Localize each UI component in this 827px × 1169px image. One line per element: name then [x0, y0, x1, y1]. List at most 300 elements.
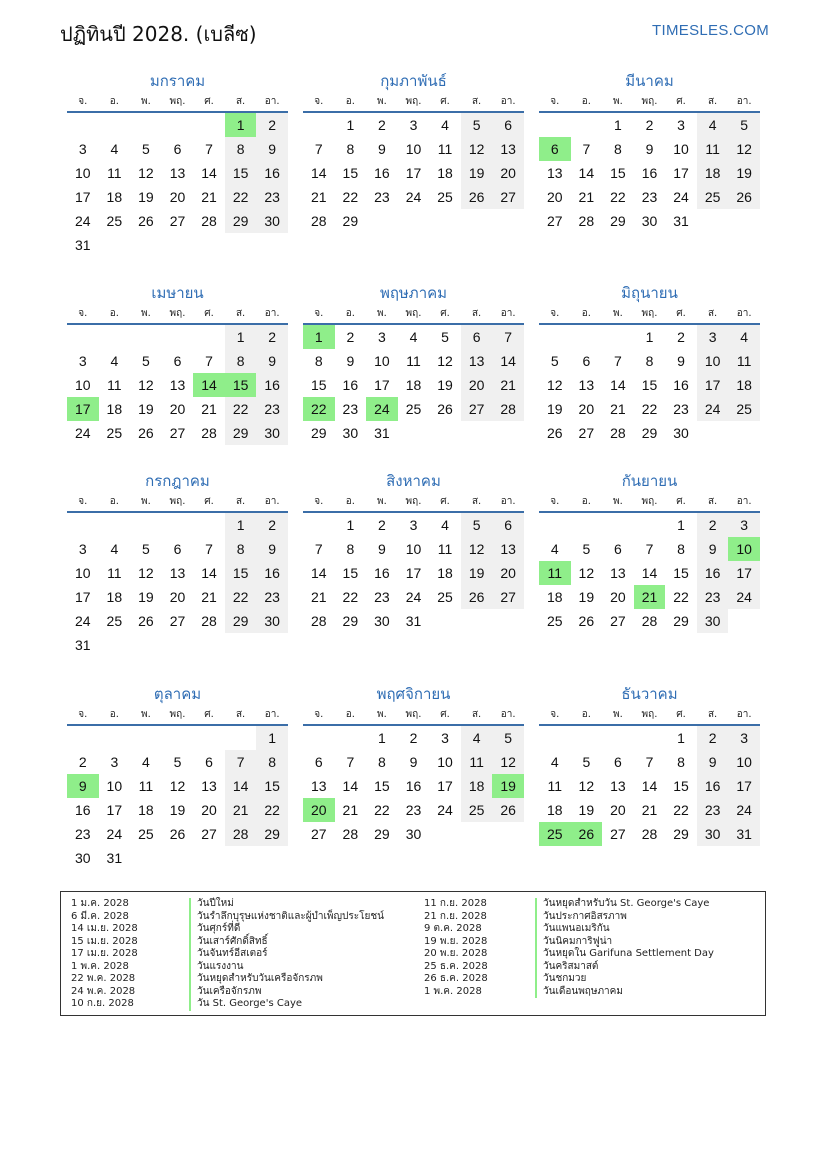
day-cell: 21 — [610, 401, 626, 417]
legend-date: 10 ก.ย. 2028 — [71, 998, 134, 1009]
weekday-label: พฤ. — [405, 709, 422, 720]
day-cell: 5 — [492, 726, 524, 750]
day-cell: 14 — [201, 565, 217, 581]
weekday-label: ศ. — [204, 96, 214, 107]
day-cell: 9 — [256, 137, 288, 161]
legend-holiday-name: วันรำลึกบุรุษแห่งชาติและผู้บำเพ็ญประโยชน์ — [189, 911, 384, 924]
day-cell: 6 — [173, 353, 182, 369]
day-cell: 14 — [641, 565, 658, 581]
day-cell: 13 — [492, 537, 524, 561]
weekday-header — [67, 492, 288, 513]
weekday-header — [539, 92, 760, 113]
legend-holiday-name: วันนิคมการิฟูน่า — [535, 936, 714, 949]
day-cell: 28 — [610, 425, 626, 441]
day-cell: 29 — [342, 213, 359, 229]
day-cell: 11 — [138, 778, 154, 794]
weekday-label: ส. — [235, 308, 246, 319]
day-cell: 3 — [728, 726, 760, 750]
weekday-label: ส. — [471, 96, 482, 107]
day-cell: 12 — [728, 137, 760, 161]
day-cell: 20 — [492, 561, 524, 585]
weekday-label: พฤ. — [641, 308, 658, 319]
day-cell: 7 — [614, 353, 622, 369]
day-cell: 29 — [374, 826, 390, 842]
site-link[interactable]: TIMESLES.COM — [652, 22, 769, 39]
legend-names-left — [189, 898, 384, 1011]
day-cell: 12 — [138, 165, 154, 181]
day-cell: 3 — [110, 754, 119, 770]
day-cell: 17 — [728, 774, 760, 798]
weekday-label: จ. — [78, 709, 88, 720]
month-name: พฤศจิกายน — [376, 685, 451, 703]
day-cell: 31 — [74, 637, 91, 653]
weekday-label: พฤ. — [169, 496, 186, 507]
weekday-label: พ. — [613, 308, 623, 319]
legend-holiday-name: วันปีใหม่ — [189, 898, 384, 911]
day-cell: 15 — [342, 565, 359, 581]
day-cell: 25 — [106, 613, 123, 629]
holiday-day-cell: 1 — [303, 325, 335, 349]
holiday-day-cell: 21 — [634, 585, 666, 609]
day-cell: 22 — [225, 397, 257, 421]
day-cell: 2 — [677, 329, 685, 345]
legend-names-right — [535, 898, 714, 998]
day-cell: 12 — [546, 377, 563, 393]
day-cell: 20 — [169, 401, 186, 417]
day-cell: 3 — [697, 325, 729, 349]
day-cell: 6 — [173, 141, 182, 157]
day-cell: 28 — [492, 397, 524, 421]
day-cell: 26 — [169, 826, 186, 842]
legend-date: 22 พ.ค. 2028 — [71, 973, 136, 984]
day-cell: 11 — [437, 141, 453, 157]
day-cell: 21 — [201, 401, 217, 417]
day-cell: 31 — [673, 213, 689, 229]
day-cell: 1 — [225, 513, 257, 537]
day-cell: 3 — [78, 541, 87, 557]
day-cell: 23 — [342, 401, 359, 417]
weekday-label: ส. — [235, 96, 246, 107]
day-cell: 1 — [614, 117, 622, 133]
day-cell: 6 — [492, 513, 524, 537]
weekday-label: อ. — [345, 496, 355, 507]
days-grid — [67, 325, 288, 469]
weekday-header — [303, 705, 524, 726]
day-cell: 3 — [78, 141, 87, 157]
day-cell: 8 — [378, 754, 386, 770]
legend-date: 20 พ.ย. 2028 — [424, 948, 488, 959]
day-cell: 2 — [346, 329, 355, 345]
day-cell: 4 — [441, 117, 449, 133]
day-cell: 6 — [582, 353, 591, 369]
days-grid — [67, 726, 288, 870]
legend-date: 24 พ.ค. 2028 — [71, 985, 136, 997]
day-cell: 8 — [677, 754, 685, 770]
day-cell: 19 — [578, 802, 595, 818]
day-cell: 21 — [342, 802, 359, 818]
weekday-label: ส. — [471, 709, 482, 720]
day-cell: 4 — [697, 113, 729, 137]
day-cell: 20 — [546, 189, 563, 205]
weekday-header — [67, 92, 288, 113]
day-cell: 8 — [225, 349, 257, 373]
weekday-label: อ. — [345, 96, 355, 107]
weekday-label: จ. — [550, 308, 560, 319]
day-cell: 23 — [74, 826, 91, 842]
day-cell: 15 — [641, 377, 658, 393]
day-cell: 11 — [728, 349, 760, 373]
day-cell: 8 — [225, 537, 257, 561]
day-cell: 30 — [74, 850, 91, 866]
day-cell: 22 — [641, 401, 658, 417]
day-cell: 31 — [74, 237, 91, 253]
day-cell: 25 — [106, 213, 123, 229]
days-grid — [67, 113, 288, 257]
month-block — [303, 70, 524, 257]
weekday-label: จ. — [314, 709, 324, 720]
day-cell: 14 — [310, 565, 327, 581]
weekday-header — [67, 705, 288, 726]
day-cell: 11 — [461, 750, 493, 774]
weekday-label: พฤ. — [641, 709, 658, 720]
day-cell: 5 — [550, 353, 559, 369]
day-cell: 4 — [110, 353, 119, 369]
day-cell: 7 — [314, 541, 323, 557]
legend-holiday-name: วันชกมวย — [535, 973, 714, 986]
day-cell: 31 — [374, 425, 390, 441]
day-cell: 22 — [673, 802, 689, 818]
day-cell: 24 — [74, 613, 91, 629]
day-cell: 16 — [342, 377, 359, 393]
day-cell: 24 — [74, 425, 91, 441]
day-cell: 13 — [578, 377, 595, 393]
month-block — [539, 70, 760, 257]
weekday-label: พฤ. — [169, 308, 186, 319]
day-cell: 24 — [437, 802, 453, 818]
legend-date: 14 เม.ย. 2028 — [71, 923, 138, 934]
day-cell: 11 — [107, 565, 122, 581]
day-cell: 26 — [138, 213, 154, 229]
day-cell: 17 — [74, 589, 91, 605]
day-cell: 18 — [437, 165, 453, 181]
holiday-day-cell: 26 — [571, 822, 603, 846]
day-cell: 18 — [106, 189, 123, 205]
day-cell: 13 — [492, 137, 524, 161]
day-cell: 20 — [578, 401, 595, 417]
weekday-label: อา. — [500, 308, 516, 319]
legend-holiday-name: วันหยุดสำหรับวันเครือจักรภพ — [189, 973, 384, 986]
day-cell: 27 — [169, 213, 186, 229]
legend-date: 1 ม.ค. 2028 — [71, 898, 129, 909]
day-cell: 21 — [225, 798, 257, 822]
day-cell: 8 — [677, 541, 685, 557]
holiday-day-cell: 22 — [303, 397, 335, 421]
holiday-legend — [60, 891, 766, 1016]
day-cell: 2 — [378, 517, 386, 533]
days-grid — [539, 325, 760, 469]
day-cell: 20 — [169, 189, 186, 205]
day-cell: 1 — [677, 730, 685, 746]
day-cell: 5 — [142, 141, 150, 157]
day-cell: 23 — [374, 589, 390, 605]
day-cell: 23 — [697, 798, 729, 822]
day-cell: 5 — [728, 113, 760, 137]
day-cell: 11 — [547, 778, 563, 794]
day-cell: 8 — [346, 141, 355, 157]
days-grid — [539, 726, 760, 870]
day-cell: 6 — [614, 541, 622, 557]
weekday-label: พ. — [377, 96, 387, 107]
day-cell: 24 — [673, 189, 689, 205]
day-cell: 8 — [645, 353, 654, 369]
day-cell: 20 — [610, 589, 626, 605]
day-cell: 25 — [437, 589, 453, 605]
weekday-label: ส. — [707, 308, 718, 319]
day-cell: 18 — [728, 373, 760, 397]
day-cell: 19 — [546, 401, 563, 417]
month-block — [303, 470, 524, 657]
day-cell: 17 — [374, 377, 390, 393]
day-cell: 3 — [78, 353, 87, 369]
day-cell: 24 — [728, 798, 760, 822]
day-cell: 15 — [225, 561, 257, 585]
day-cell: 16 — [256, 161, 288, 185]
legend-holiday-name: วันเครือจักรภพ — [189, 986, 384, 999]
day-cell: 14 — [342, 778, 359, 794]
day-cell: 16 — [256, 561, 288, 585]
month-name: ธันวาคม — [621, 685, 678, 703]
day-cell: 14 — [201, 165, 217, 181]
day-cell: 27 — [461, 397, 493, 421]
weekday-label: จ. — [78, 96, 88, 107]
weekday-label: อ. — [581, 96, 591, 107]
day-cell: 13 — [169, 565, 186, 581]
day-cell: 9 — [256, 349, 288, 373]
day-cell: 8 — [225, 137, 257, 161]
day-cell: 20 — [201, 802, 217, 818]
day-cell: 23 — [641, 189, 658, 205]
day-cell: 21 — [310, 589, 327, 605]
day-cell: 10 — [728, 750, 760, 774]
day-cell: 30 — [256, 209, 288, 233]
weekday-label: อ. — [109, 96, 119, 107]
day-cell: 31 — [106, 850, 123, 866]
day-cell: 2 — [697, 726, 729, 750]
day-cell: 14 — [578, 165, 595, 181]
month-name: พฤษภาคม — [379, 284, 448, 302]
day-cell: 26 — [578, 613, 595, 629]
day-cell: 4 — [441, 517, 449, 533]
day-cell: 15 — [342, 165, 359, 181]
weekday-header — [303, 492, 524, 513]
weekday-label: พ. — [141, 308, 151, 319]
legend-holiday-name: วัน St. George's Caye — [189, 998, 384, 1011]
day-cell: 6 — [614, 754, 622, 770]
weekday-label: พฤ. — [169, 96, 186, 107]
weekday-label: ศ. — [440, 96, 450, 107]
day-cell: 26 — [138, 613, 154, 629]
day-cell: 20 — [492, 161, 524, 185]
day-cell: 2 — [645, 117, 654, 133]
day-cell: 9 — [645, 141, 654, 157]
day-cell: 5 — [441, 329, 449, 345]
day-cell: 4 — [142, 754, 150, 770]
day-cell: 2 — [256, 113, 288, 137]
day-cell: 3 — [441, 730, 449, 746]
day-cell: 26 — [492, 798, 524, 822]
day-cell: 27 — [492, 185, 524, 209]
day-cell: 27 — [578, 425, 595, 441]
day-cell: 10 — [106, 778, 123, 794]
day-cell: 27 — [610, 613, 626, 629]
day-cell: 29 — [610, 213, 626, 229]
day-cell: 11 — [107, 377, 122, 393]
day-cell: 8 — [314, 353, 323, 369]
month-block — [67, 70, 288, 257]
day-cell: 8 — [256, 750, 288, 774]
day-cell: 24 — [728, 585, 760, 609]
day-cell: 30 — [641, 213, 658, 229]
day-cell: 16 — [374, 565, 390, 581]
holiday-day-cell: 11 — [539, 561, 571, 585]
day-cell: 7 — [314, 141, 323, 157]
day-cell: 4 — [409, 329, 418, 345]
weekday-label: ส. — [707, 96, 718, 107]
day-cell: 18 — [106, 401, 123, 417]
day-cell: 7 — [205, 541, 213, 557]
day-cell: 23 — [405, 802, 422, 818]
day-cell: 29 — [256, 822, 288, 846]
day-cell: 8 — [346, 541, 355, 557]
day-cell: 4 — [110, 541, 119, 557]
weekday-label: อ. — [345, 308, 355, 319]
day-cell: 8 — [614, 141, 622, 157]
holiday-day-cell: 9 — [67, 774, 99, 798]
day-cell: 5 — [582, 754, 591, 770]
holiday-day-cell: 14 — [193, 373, 225, 397]
day-cell: 12 — [461, 137, 493, 161]
day-cell: 21 — [492, 373, 524, 397]
day-cell: 3 — [677, 117, 685, 133]
legend-date: 1 พ.ค. 2028 — [424, 985, 482, 997]
month-block — [67, 470, 288, 657]
day-cell: 21 — [310, 189, 327, 205]
day-cell: 19 — [169, 802, 186, 818]
day-cell: 28 — [201, 613, 217, 629]
holiday-day-cell: 20 — [303, 798, 335, 822]
day-cell: 29 — [225, 609, 257, 633]
weekday-label: ศ. — [676, 96, 686, 107]
day-cell: 2 — [378, 117, 386, 133]
day-cell: 29 — [673, 613, 689, 629]
weekday-label: พ. — [377, 496, 387, 507]
day-cell: 10 — [405, 541, 422, 557]
month-name: กุมภาพันธ์ — [380, 72, 447, 90]
day-cell: 29 — [673, 826, 689, 842]
day-cell: 28 — [201, 213, 217, 229]
day-cell: 15 — [310, 377, 327, 393]
legend-holiday-name: วันหยุดใน Garifuna Settlement Day — [535, 948, 714, 961]
day-cell: 24 — [697, 397, 729, 421]
day-cell: 17 — [74, 189, 91, 205]
day-cell: 27 — [610, 826, 626, 842]
day-cell: 4 — [110, 141, 119, 157]
day-cell: 12 — [169, 778, 186, 794]
legend-holiday-name: วันศุกร์ที่ดี — [189, 923, 384, 936]
day-cell: 17 — [697, 373, 729, 397]
day-cell: 18 — [138, 802, 154, 818]
month-name: สิงหาคม — [386, 472, 441, 490]
day-cell: 22 — [225, 585, 257, 609]
day-cell: 1 — [256, 726, 288, 750]
day-cell: 9 — [378, 541, 386, 557]
day-cell: 5 — [142, 353, 150, 369]
day-cell: 4 — [550, 541, 559, 557]
weekday-label: ศ. — [676, 308, 686, 319]
day-cell: 27 — [310, 826, 327, 842]
days-grid — [303, 513, 524, 657]
day-cell: 18 — [461, 774, 493, 798]
day-cell: 19 — [461, 561, 493, 585]
day-cell: 19 — [138, 189, 154, 205]
month-name: ตุลาคม — [153, 685, 202, 703]
weekday-label: อา. — [736, 308, 752, 319]
weekday-label: ส. — [471, 308, 482, 319]
day-cell: 12 — [461, 537, 493, 561]
days-grid — [539, 113, 760, 257]
day-cell: 30 — [256, 609, 288, 633]
day-cell: 26 — [728, 185, 760, 209]
weekday-label: ส. — [471, 496, 482, 507]
day-cell: 12 — [138, 377, 154, 393]
weekday-label: จ. — [314, 308, 324, 319]
day-cell: 19 — [728, 161, 760, 185]
weekday-header — [539, 492, 760, 513]
month-block — [303, 683, 524, 870]
month-name: กันยายน — [621, 472, 678, 490]
day-cell: 17 — [106, 802, 123, 818]
day-cell: 1 — [677, 517, 685, 533]
day-cell: 15 — [673, 778, 689, 794]
weekday-label: อา. — [264, 308, 280, 319]
weekday-label: พ. — [613, 496, 623, 507]
day-cell: 16 — [673, 377, 689, 393]
day-cell: 18 — [546, 589, 563, 605]
weekday-label: ศ. — [676, 709, 686, 720]
weekday-label: พ. — [613, 709, 623, 720]
day-cell: 12 — [578, 778, 595, 794]
day-cell: 9 — [697, 537, 729, 561]
day-cell: 27 — [492, 585, 524, 609]
day-cell: 28 — [225, 822, 257, 846]
day-cell: 25 — [405, 401, 422, 417]
legend-date: 6 มี.ค. 2028 — [71, 910, 129, 922]
day-cell: 13 — [201, 778, 217, 794]
weekday-label: อา. — [500, 709, 516, 720]
day-cell: 22 — [610, 189, 626, 205]
day-cell: 3 — [409, 517, 418, 533]
day-cell: 13 — [546, 165, 563, 181]
weekday-header — [303, 92, 524, 113]
day-cell: 2 — [256, 513, 288, 537]
day-cell: 18 — [106, 589, 123, 605]
day-cell: 28 — [342, 826, 359, 842]
month-block — [539, 683, 760, 870]
day-cell: 25 — [461, 798, 493, 822]
day-cell: 7 — [205, 141, 213, 157]
day-cell: 1 — [378, 730, 386, 746]
day-cell: 5 — [461, 513, 493, 537]
